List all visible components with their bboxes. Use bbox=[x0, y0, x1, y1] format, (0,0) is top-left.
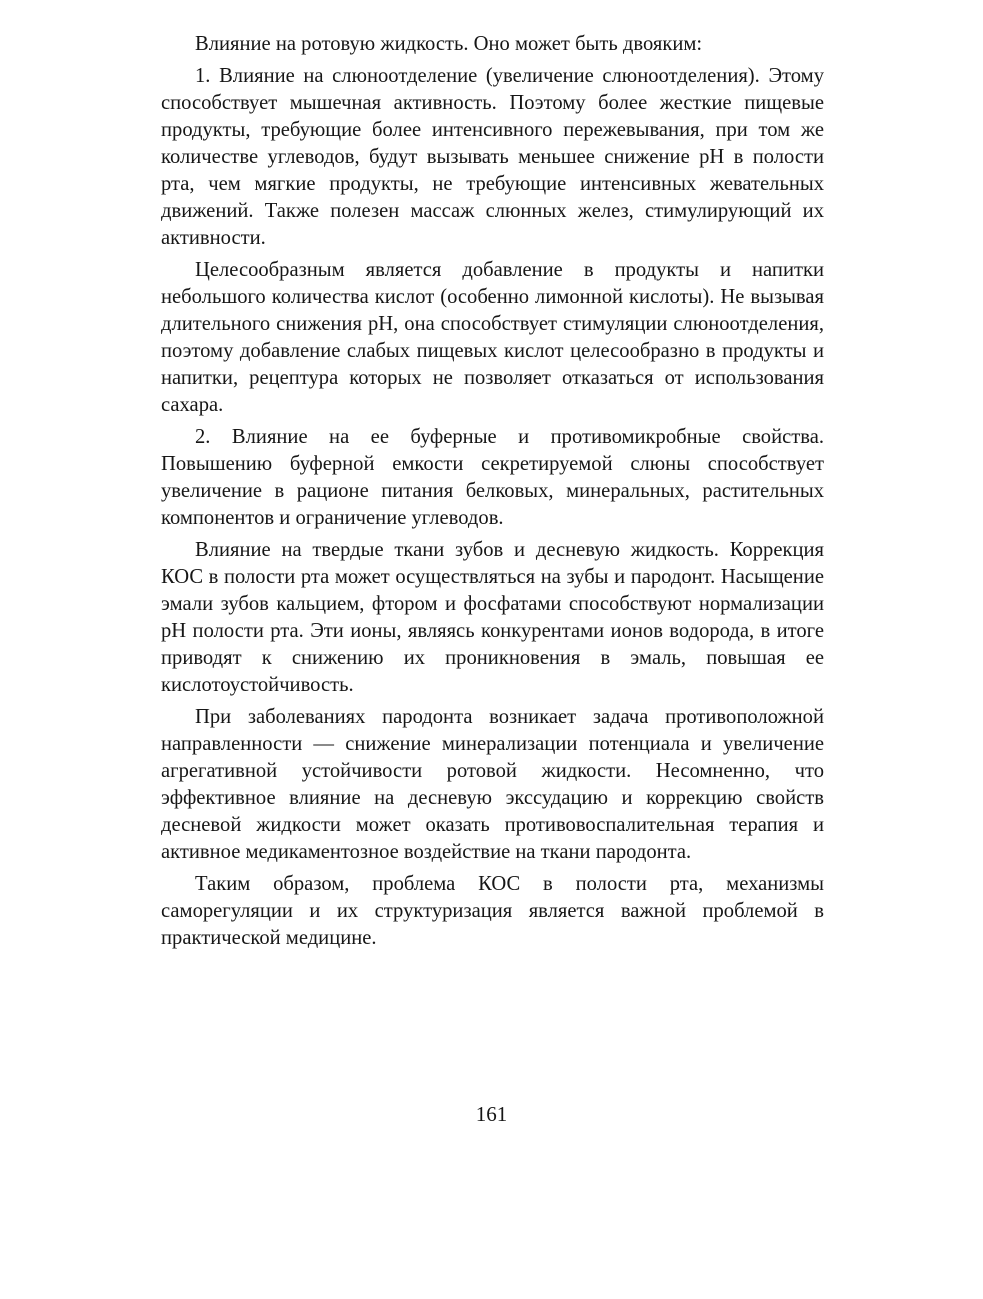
paragraph-acids: Целесообразным является добавление в продукты и напитки небольшого количества кислот (особенно лимонной кислоты). Не вызывая длительного снижения pH, она способствует стимуляции слюноотделения, поэтому добавление слабых пищевых кислот целесообразно в продукты и напитки, рецептура которых не позволяет отказаться от использования сахара. bbox=[161, 259, 824, 416]
paragraph-salivation: 1. Влияние на слюноотделение (увеличение слюноотделения). Этому способствует мышечная активность. Поэтому более жесткие пищевые продукты, требующие более интенсивного пережевывания, при том же количестве углеводов, будут вызывать меньшее снижение pH в полости рта, чем мягкие продукты, не требующие интенсивных жевательных движений. Также полезен массаж слюнных желез, стимулирующий их активности. bbox=[161, 65, 824, 249]
page-number: 161 bbox=[475, 1102, 508, 1126]
paragraph-periodontal: При заболеваниях пародонта возникает задача противоположной направленности — снижение минерализации потенциала и увеличение агрегативной устойчивости ротовой жидкости. Несомненно, что эффективное влияние на десневую экссудацию и коррекцию свойств десневой жидкости может оказать противовоспалительная терапия и активное медикаментозное воздействие на ткани пародонта. bbox=[161, 706, 824, 863]
paragraph-conclusion: Таким образом, проблема КОС в полости рта, механизмы саморегуляции и их структуризация является важной проблемой в практической медицине. bbox=[161, 873, 824, 949]
paragraph-oral-fluid-intro: Влияние на ротовую жидкость. Оно может быть двояким: bbox=[195, 33, 703, 55]
paragraph-hard-tissues: Влияние на твердые ткани зубов и десневую жидкость. Коррекция КОС в полости рта может осуществляться на зубы и пародонт. Насыщение эмали зубов кальцием, фтором и фосфатами способствуют нормализации pH полости рта. Эти ионы, являясь конкурентами ионов водорода, в итоге приводят к снижению их проникновения в эмаль, повышая ее кислотоустойчивость. bbox=[161, 539, 824, 696]
page-body bbox=[161, 31, 824, 957]
paragraph-buffer-properties: 2. Влияние на ее буферные и противомикробные свойства. Повышению буферной емкости секретируемой слюны способствует увеличение в рационе питания белковых, минеральных, растительных компонентов и ограничение углеводов. bbox=[161, 426, 824, 529]
